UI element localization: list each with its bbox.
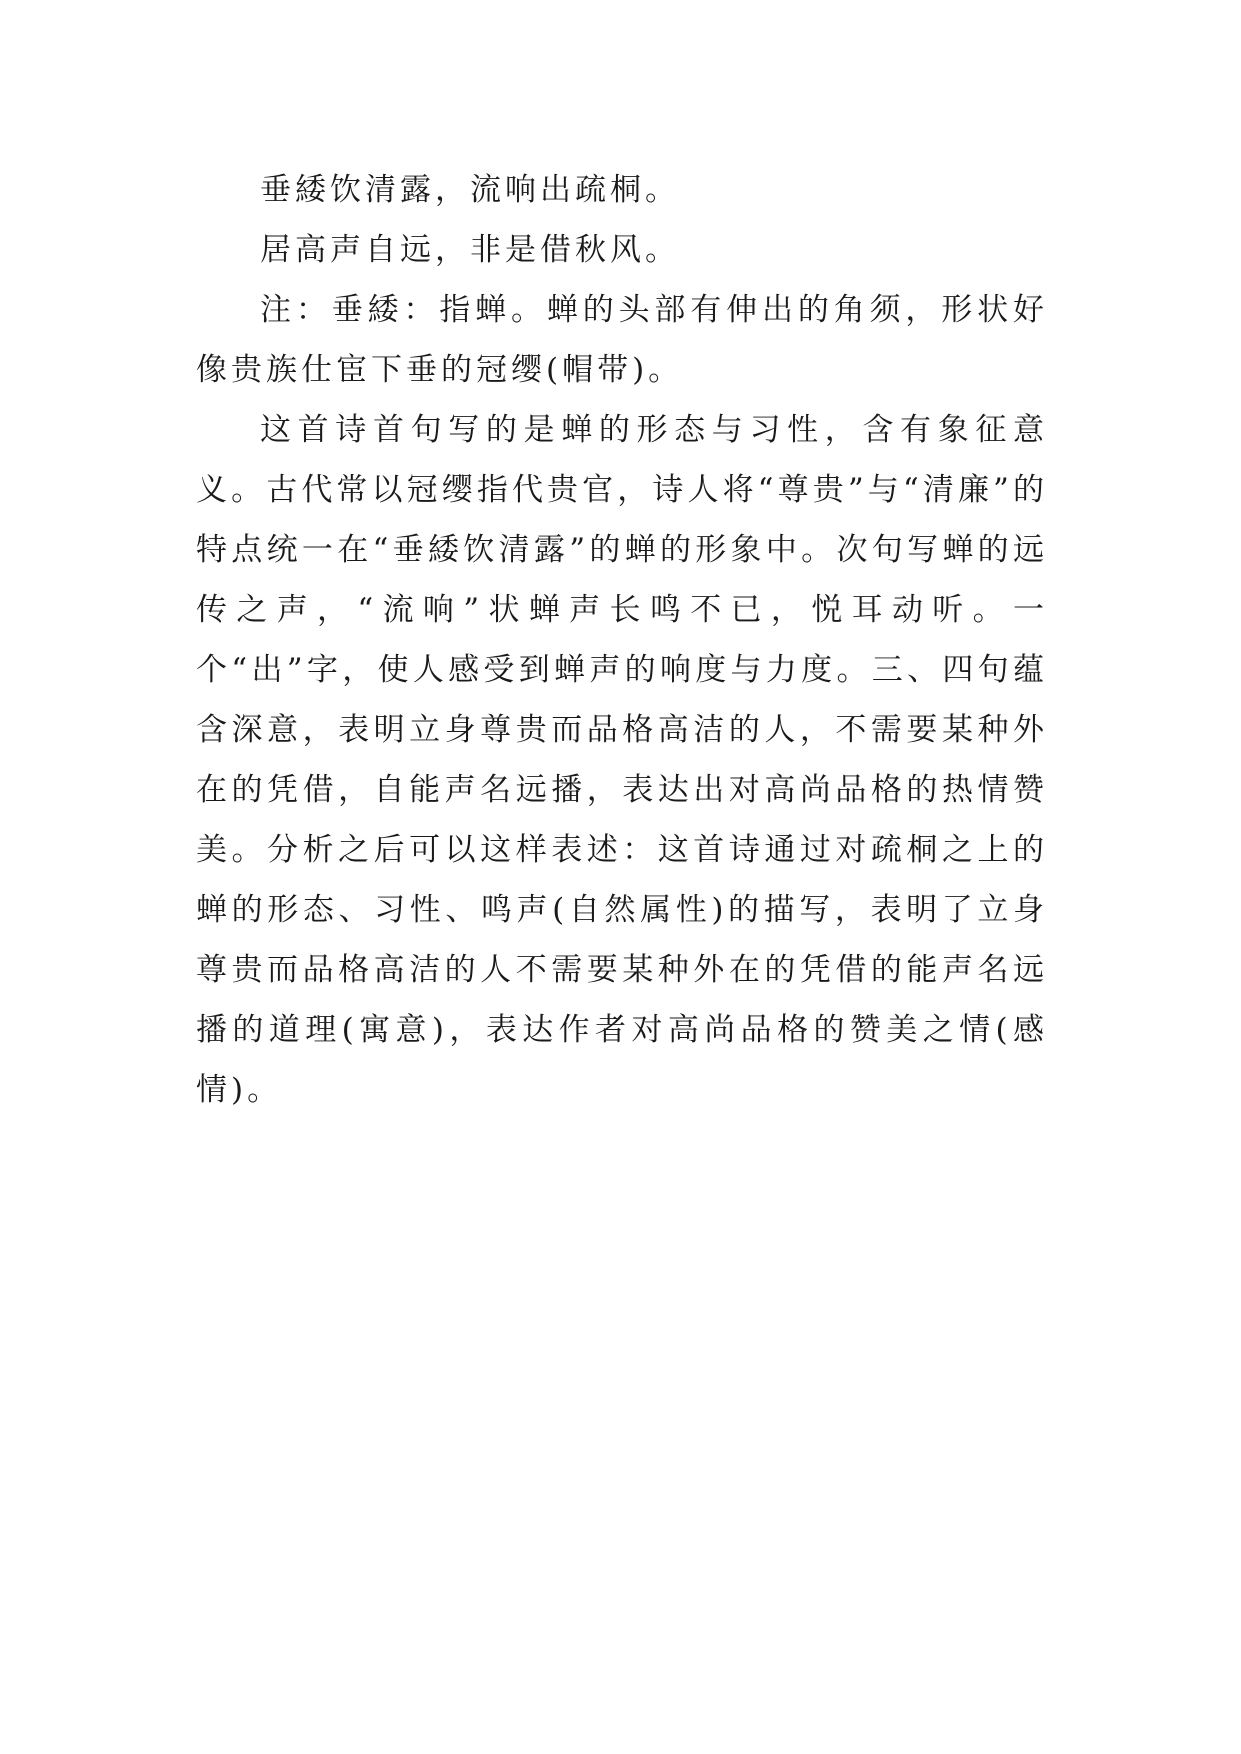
document-body [196, 160, 1048, 1120]
annotation-note: 注：垂緌：指蝉。蝉的头部有伸出的角须，形状好像贵族仕宦下垂的冠缨(帽带)。 [196, 292, 1048, 388]
analysis-paragraph: 这首诗首句写的是蝉的形态与习性，含有象征意义。古代常以冠缨指代贵官，诗人将“尊贵”与“清廉”的特点统一在“垂緌饮清露”的蝉的形象中。次句写蝉的远传之声，“流响”状蝉声长鸣不已，悦耳动听。一个“出”字，使人感受到蝉声的响度与力度。三、四句蕴含深意，表明立身尊贵而品格高洁的人，不需要某种外在的凭借，自能声名远播，表达出对高尚品格的热情赞美。分析之后可以这样表述：这首诗通过对疏桐之上的蝉的形态、习性、鸣声(自然属性)的描写，表明了立身尊贵而品格高洁的人不需要某种外在的凭借的能声名远播的道理(寓意)，表达作者对高尚品格的赞美之情(感情)。 [196, 412, 1048, 1108]
poem-line-1: 垂緌饮清露，流响出疏桐。 [260, 172, 680, 208]
poem-line-2: 居高声自远，非是借秋风。 [260, 232, 680, 268]
